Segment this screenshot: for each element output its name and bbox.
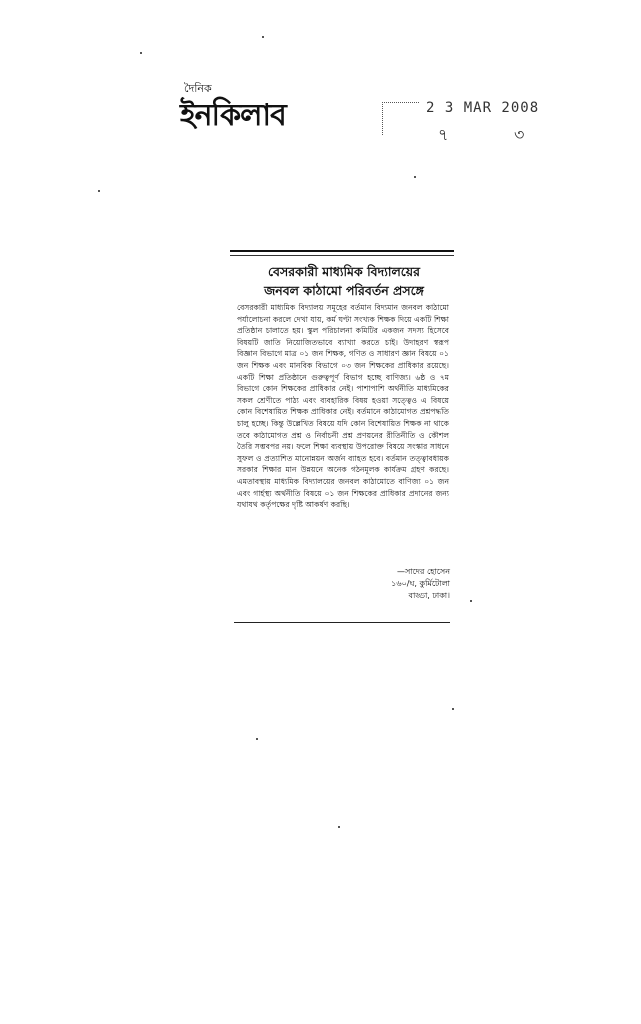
bottom-rule [234, 622, 450, 623]
stamp-frame [382, 102, 419, 135]
scan-speck [338, 826, 340, 828]
top-rule [230, 250, 454, 254]
scan-speck [262, 36, 264, 38]
stamp-date: 2 3 MAR 2008 [426, 100, 540, 116]
newspaper-clipping [230, 250, 456, 634]
article-body: বেসরকারী মাধ্যমিক বিদ্যালয় সমূহের বর্তমান বিদ্যমান জনবল কাঠামো পর্যালোচনা করলে দেখা যায়, কর্ম ঘণ্টা সংখ্যক শিক্ষক দিয়ে একটি শিক্ষা প্রতিষ্ঠান চালাতে হয়। স্কুল পরিচালনা কমিটির একজন সদস্য হিসেবে বিষয়টি জাতি নিয়োজিতভাবে ব্যাখ্যা করতে চাই। উদাহরণ স্বরূপ বিজ্ঞান বিভাগে মাত্র ০১ জন শিক্ষক, গণিত ও সাধারণ জ্ঞান বিষয়ে ০১ জন শিক্ষক এবং মানবিক বিভাগে ০৩ জন শিক্ষকের প্রাধিকার রয়েছে। একটি শিক্ষা প্রতিষ্ঠানে গুরুত্বপূর্ণ বিভাগ হচ্ছে বাণিজ্য। ৬ষ্ঠ ও ৭ম বিভাগে কোন শিক্ষকের প্রাধিকার নেই। পাশাপাশি অর্থনীতি মাধ্যমিকের সকল শ্রেণীতে পাঠ্য এবং ব্যবহারিক বিষয় হওয়া সত্ত্বেও এ বিষয়ে কোন বিশেষায়িত শিক্ষক প্রাধিকার নেই। বর্তমানে কাঠামোগত প্রশ্নপদ্ধতি চালু হচ্ছে। কিন্তু উল্লেখিত বিষয়ে যদি কোন বিশেষায়িত শিক্ষক না থাকে তবে কাঠামোগত প্রশ্ন ও নির্বাচনী প্রশ্ন প্রণয়নের রীতিনীতি ও কৌশল তৈরি সম্ভবপর নয়। ফলে শিক্ষা ব্যবস্থায় উপরোক্ত বিষয়ে সংস্কার সাধনে সুফল ও প্রত্যাশিত মানোন্নয়ন অর্জন ব্যাহত হবে। বর্তমান তত্ত্বাবধায়ক সরকার শিক্ষার মান উন্নয়নে অনেক গঠনমূলক কার্যক্রম গ্রহণ করছে। এমতাবস্থায় মাধ্যমিক বিদ্যালয়ের জনবল কাঠামোতে বাণিজ্য ০১ জন এবং গার্হস্থ্য অর্থনীতি বিষয়ে ০১ জন শিক্ষকের প্রাধিকার প্রদানের জন্য যথাযথ কর্তৃপক্ষের দৃষ্টি আকর্ষণ করছি। [237, 303, 449, 510]
stamp-page-mark: ৭ [438, 125, 449, 144]
signature-address-line-2: বাড্ডা, ঢাকা। [408, 591, 450, 600]
scan-speck [98, 190, 100, 192]
scan-speck [470, 600, 472, 602]
stamp-number-mark: ৩ [514, 125, 525, 144]
headline-line-1: বেসরকারী মাধ্যমিক বিদ্যালয়ের [267, 264, 421, 279]
scan-speck [140, 52, 142, 54]
signature-name: —সাদের হোসেন [396, 567, 450, 576]
scan-speck [256, 738, 258, 740]
headline-line-2: জনবল কাঠামো পরিবর্তন প্রসঙ্গে [264, 283, 424, 298]
top-rule-thin [230, 255, 454, 256]
article-signature [360, 566, 450, 602]
masthead-name: ইনকিলাব [180, 98, 286, 133]
article-headline [238, 262, 450, 300]
signature-address-line-1: ১৬০/ঘ, কুর্মিটোলা [391, 579, 450, 588]
scan-speck [452, 708, 454, 710]
scan-speck [414, 176, 416, 178]
masthead-daily-label: দৈনিক [184, 82, 212, 95]
date-stamp [382, 98, 582, 148]
newspaper-masthead [180, 80, 310, 150]
